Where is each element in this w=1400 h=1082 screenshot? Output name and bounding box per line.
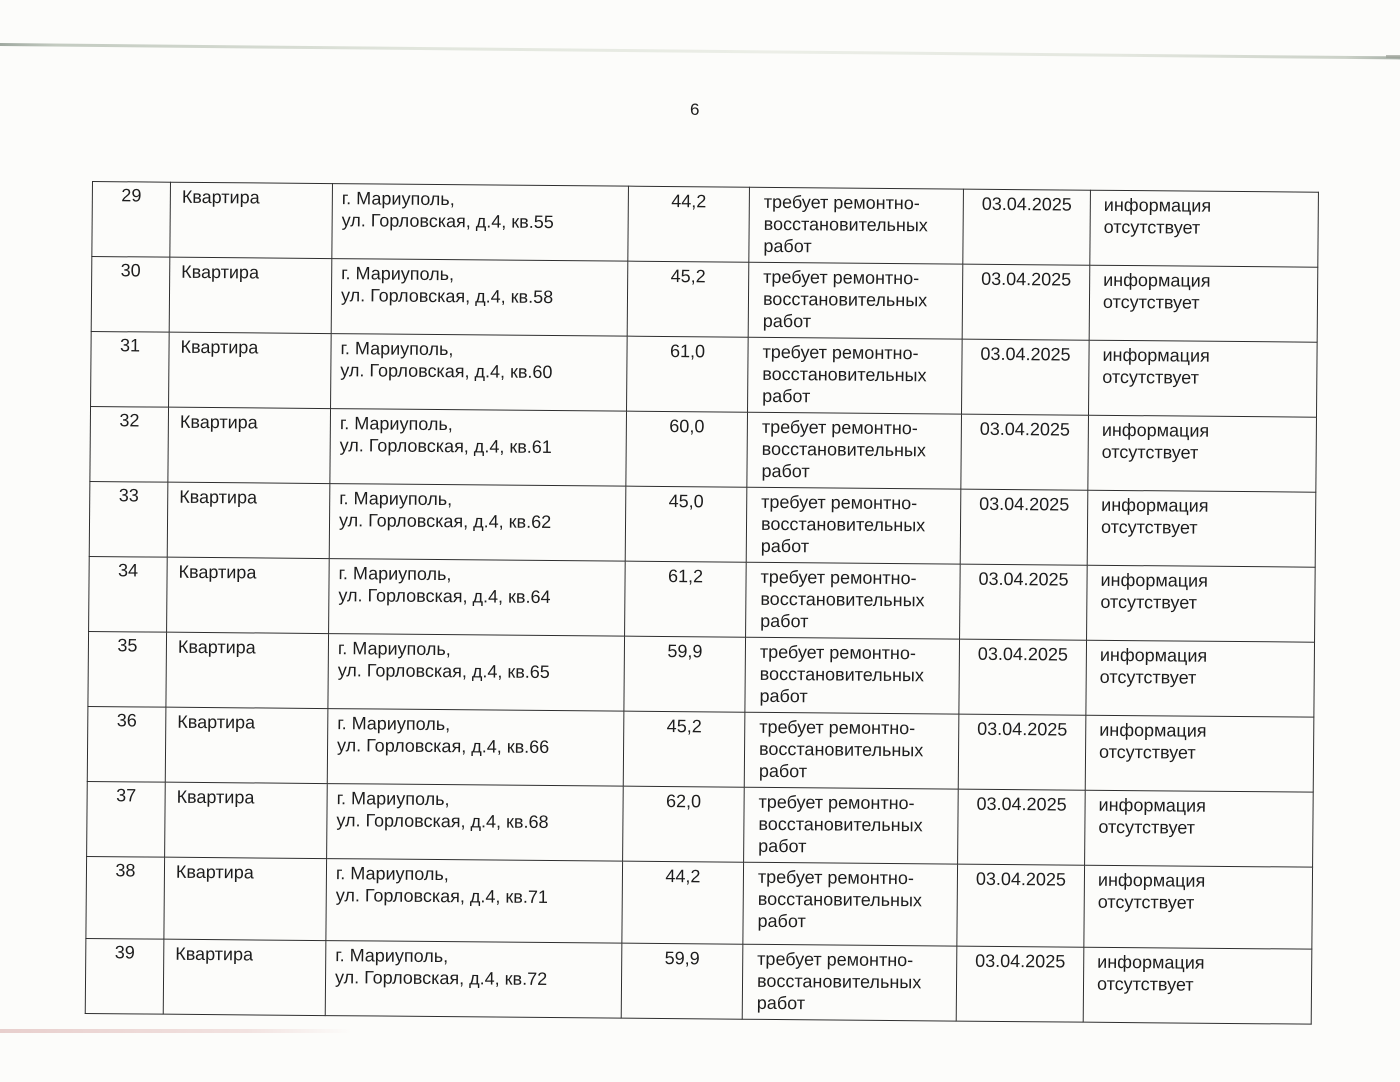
condition-text: требует ремонтно- <box>762 341 919 364</box>
info-status-cell <box>1087 565 1316 642</box>
condition-text: требует ремонтно- <box>761 491 918 514</box>
row-number-cell: 32 <box>90 406 169 482</box>
info-status-text: информация <box>1103 269 1211 291</box>
property-area-cell: 44,2 <box>622 861 744 944</box>
condition-text: требует ремонтно- <box>761 416 918 439</box>
condition-text: требует ремонтно- <box>759 641 916 664</box>
info-status-text: информация <box>1101 419 1210 441</box>
inspection-date-cell: 03.04.2025 <box>963 189 1091 265</box>
condition-text: работ <box>763 235 812 257</box>
property-type-cell: Квартира <box>165 707 328 783</box>
condition-text: восстановительных <box>760 513 926 536</box>
property-type-cell: Квартира <box>168 407 331 483</box>
info-status-text: информация <box>1099 644 1208 666</box>
table-row <box>92 182 1319 268</box>
inspection-date-cell: 03.04.2025 <box>960 489 1088 565</box>
row-number-cell: 37 <box>87 781 166 857</box>
inspection-date-cell: 03.04.2025 <box>961 339 1089 415</box>
address-street: ул. Горловская, д.4, кв.60 <box>340 360 553 383</box>
info-status-text: отсутствует <box>1101 441 1199 463</box>
info-status-text: информация <box>1099 719 1207 741</box>
row-number-cell: 34 <box>89 556 168 632</box>
table-row <box>91 257 1318 343</box>
property-area-cell: 60,0 <box>626 411 748 487</box>
table-row <box>90 406 1317 492</box>
address-street: ул. Горловская, д.4, кв.72 <box>334 967 548 990</box>
property-type-cell: Квартира <box>167 482 330 558</box>
property-table <box>85 181 1319 1025</box>
row-number-cell: 38 <box>86 856 165 939</box>
property-condition-cell <box>744 787 959 864</box>
property-area-cell: 59,9 <box>621 943 743 1019</box>
property-type-cell: Квартира <box>167 557 330 633</box>
info-status-text: информация <box>1097 869 1206 891</box>
condition-text: работ <box>758 835 807 857</box>
info-status-text: информация <box>1097 951 1205 973</box>
address-street: ул. Горловская, д.4, кв.71 <box>335 885 549 908</box>
info-status-cell <box>1090 190 1319 267</box>
condition-text: работ <box>762 385 811 407</box>
condition-text: требует ремонтно- <box>758 791 915 814</box>
property-area-cell: 62,0 <box>623 786 745 862</box>
address-city: г. Мариуполь, <box>337 713 451 735</box>
condition-text: восстановительных <box>759 663 925 686</box>
condition-text: восстановительных <box>763 213 928 236</box>
info-status-cell <box>1089 265 1318 342</box>
condition-text: работ <box>756 992 806 1014</box>
property-condition-cell <box>746 562 961 639</box>
inspection-date-cell: 03.04.2025 <box>957 864 1085 947</box>
condition-text: работ <box>758 760 808 782</box>
property-condition-cell <box>748 262 963 339</box>
condition-text: восстановительных <box>758 813 923 836</box>
property-address-cell <box>331 334 628 412</box>
property-address-cell <box>329 559 626 637</box>
info-status-text: отсутствует <box>1100 516 1198 538</box>
info-status-cell <box>1088 415 1317 492</box>
property-condition-cell <box>743 862 958 946</box>
info-status-cell <box>1083 947 1312 1024</box>
info-status-text: отсутствует <box>1098 741 1196 763</box>
address-street: ул. Горловская, д.4, кв.58 <box>340 285 554 308</box>
address-street: ул. Горловская, д.4, кв.55 <box>341 210 554 233</box>
condition-text: требует ремонтно- <box>763 266 920 289</box>
inspection-date-cell: 03.04.2025 <box>960 564 1088 640</box>
condition-text: требует ремонтно- <box>757 866 915 889</box>
property-area-cell: 45,0 <box>625 486 747 562</box>
info-status-text: отсутствует <box>1102 291 1200 313</box>
condition-text: требует ремонтно- <box>763 191 920 214</box>
inspection-date-cell: 03.04.2025 <box>958 714 1086 790</box>
info-status-text: отсутствует <box>1103 216 1201 238</box>
address-city: г. Мариуполь, <box>341 188 455 210</box>
address-street: ул. Горловская, д.4, кв.64 <box>338 585 551 608</box>
property-address-cell <box>332 184 629 262</box>
info-status-cell <box>1084 865 1313 949</box>
property-address-cell <box>327 784 624 862</box>
property-type-cell: Квартира <box>166 632 329 708</box>
property-address-cell <box>330 409 627 487</box>
info-status-text: информация <box>1103 194 1212 216</box>
table-row <box>89 556 1316 642</box>
info-status-cell <box>1085 790 1314 867</box>
property-condition-cell <box>744 712 959 789</box>
condition-text: работ <box>761 460 810 482</box>
address-city: г. Мариуполь, <box>339 488 453 510</box>
property-address-cell <box>328 634 625 712</box>
table-row <box>89 481 1316 567</box>
inspection-date-cell: 03.04.2025 <box>956 946 1084 1022</box>
address-city: г. Мариуполь, <box>340 338 454 360</box>
address-city: г. Мариуполь, <box>338 563 452 585</box>
address-city: г. Мариуполь, <box>339 413 453 435</box>
row-number-cell: 30 <box>91 257 170 333</box>
table-row <box>91 331 1318 417</box>
info-status-text: отсутствует <box>1102 366 1199 388</box>
info-status-text: отсутствует <box>1096 973 1194 995</box>
row-number-cell: 36 <box>87 706 166 782</box>
condition-text: требует ремонтно- <box>757 948 914 971</box>
property-type-cell: Квартира <box>164 857 327 940</box>
property-type-cell: Квартира <box>170 182 333 258</box>
property-condition-cell <box>746 487 961 564</box>
condition-text: работ <box>757 910 806 932</box>
address-city: г. Мариуполь, <box>335 945 449 967</box>
condition-text: работ <box>762 310 812 332</box>
page-number: 6 <box>690 100 700 119</box>
property-area-cell: 59,9 <box>624 636 746 712</box>
address-city: г. Мариуполь, <box>341 263 455 285</box>
table-row <box>85 938 1312 1024</box>
condition-text: восстановительных <box>756 970 922 993</box>
info-status-cell <box>1088 340 1317 417</box>
address-city: г. Мариуполь, <box>337 638 451 660</box>
inspection-date-cell: 03.04.2025 <box>962 264 1090 340</box>
property-type-cell: Квартира <box>165 782 328 858</box>
property-type-cell: Квартира <box>169 257 332 333</box>
row-number-cell: 39 <box>85 938 164 1014</box>
property-condition-cell <box>747 412 962 489</box>
scan-artifact-bottom-left-line <box>0 1029 352 1033</box>
property-address-cell <box>331 259 628 337</box>
address-city: г. Мариуполь, <box>336 788 450 810</box>
property-condition-cell <box>742 944 957 1021</box>
address-street: ул. Горловская, д.4, кв.61 <box>339 435 552 458</box>
condition-text: восстановительных <box>757 888 923 911</box>
inspection-date-cell: 03.04.2025 <box>958 789 1086 865</box>
info-status-cell <box>1087 490 1316 567</box>
condition-text: восстановительных <box>762 363 927 386</box>
scan-artifact-top-right-dash <box>1386 55 1400 58</box>
condition-text: восстановительных <box>761 438 926 461</box>
table-row <box>86 856 1313 949</box>
info-status-text: отсутствует <box>1100 591 1198 613</box>
property-condition-cell <box>748 337 963 414</box>
row-number-cell: 35 <box>88 631 167 707</box>
property-condition-cell <box>745 637 960 714</box>
info-status-text: информация <box>1100 569 1208 591</box>
address-street: ул. Горловская, д.4, кв.65 <box>337 660 550 683</box>
condition-text: работ <box>759 685 808 707</box>
info-status-text: информация <box>1102 344 1210 366</box>
property-address-cell <box>327 709 624 787</box>
property-address-cell <box>329 484 626 562</box>
condition-text: восстановительных <box>760 588 925 611</box>
property-type-cell: Квартира <box>163 939 326 1015</box>
condition-text: требует ремонтно- <box>759 716 916 739</box>
condition-text: работ <box>760 610 809 632</box>
property-address-cell <box>325 941 622 1019</box>
inspection-date-cell: 03.04.2025 <box>961 414 1089 490</box>
address-street: ул. Горловская, д.4, кв.62 <box>338 510 552 533</box>
row-number-cell: 29 <box>92 182 171 258</box>
address-street: ул. Горловская, д.4, кв.66 <box>336 735 550 758</box>
table-row <box>87 706 1314 792</box>
info-status-text: отсутствует <box>1099 666 1197 688</box>
property-area-cell: 61,0 <box>627 336 749 412</box>
condition-text: восстановительных <box>758 738 924 761</box>
row-number-cell: 33 <box>89 481 168 557</box>
info-status-text: информация <box>1101 494 1209 516</box>
scan-artifact-top-line <box>0 43 1400 59</box>
info-status-cell <box>1086 640 1315 717</box>
table-row <box>88 631 1315 717</box>
property-area-cell: 45,2 <box>627 261 749 337</box>
info-status-text: отсутствует <box>1097 891 1195 913</box>
table-row <box>87 781 1314 867</box>
property-area-cell: 44,2 <box>628 186 750 262</box>
condition-text: требует ремонтно- <box>760 566 917 589</box>
condition-text: восстановительных <box>762 288 928 311</box>
property-address-cell <box>326 859 623 944</box>
address-street: ул. Горловская, д.4, кв.68 <box>336 810 549 833</box>
property-area-cell: 61,2 <box>625 561 747 637</box>
address-city: г. Мариуполь, <box>335 863 449 885</box>
info-status-text: отсутствует <box>1098 816 1196 838</box>
info-status-text: информация <box>1098 794 1207 816</box>
property-type-cell: Квартира <box>169 332 332 408</box>
property-area-cell: 45,2 <box>623 711 745 787</box>
row-number-cell: 31 <box>91 331 170 407</box>
inspection-date-cell: 03.04.2025 <box>959 639 1087 715</box>
property-condition-cell <box>749 187 964 264</box>
condition-text: работ <box>760 535 810 557</box>
info-status-cell <box>1085 715 1314 792</box>
